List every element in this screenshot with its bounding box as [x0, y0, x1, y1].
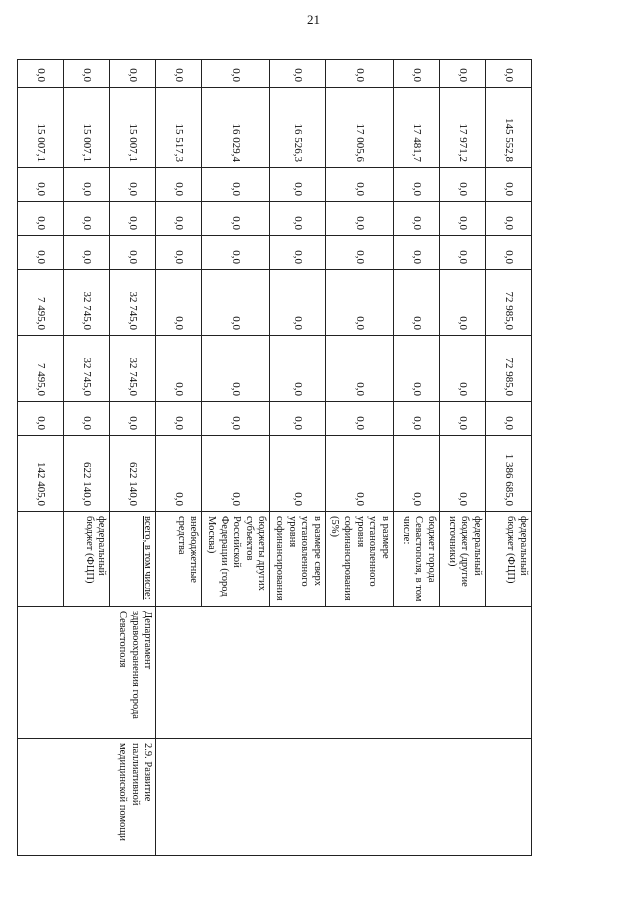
value-cell: 32 745,0: [110, 336, 156, 402]
value-cell: 0,0: [270, 436, 325, 512]
value-cell: 0,0: [156, 60, 202, 88]
value-cell: 0,0: [270, 402, 325, 436]
source-cell: бюджет города Севастополя, в том числе:: [393, 512, 439, 607]
value-cell: 0,0: [325, 236, 393, 270]
value-cell: 32 745,0: [64, 336, 110, 402]
value-cell: 0,0: [270, 236, 325, 270]
value-cell: 145 552,8: [485, 88, 531, 168]
executor-cell: Департамент здравоохранения города Севастополя: [18, 607, 156, 739]
value-cell: 0,0: [325, 270, 393, 336]
value-cell: 0,0: [439, 336, 485, 402]
value-cell: 0,0: [110, 402, 156, 436]
value-cell: 0,0: [156, 236, 202, 270]
value-cell: 0,0: [156, 402, 202, 436]
value-cell: 7 495,0: [18, 336, 64, 402]
value-cell: 622 140,0: [110, 436, 156, 512]
value-cell: 0,0: [485, 402, 531, 436]
value-cell: 0,0: [202, 236, 270, 270]
value-cell: 0,0: [270, 270, 325, 336]
source-cell: в размере установленного уровня софинансирования (5%): [325, 512, 393, 607]
table-row: [110, 60, 156, 856]
measure-name-cell-empty: [156, 739, 532, 856]
value-cell: 0,0: [110, 60, 156, 88]
source-cell: в размере сверх установленного уровня софинансирования: [270, 512, 325, 607]
value-cell: 0,0: [270, 168, 325, 202]
source-cell: федеральный бюджет (другие источники): [439, 512, 485, 607]
value-cell: 0,0: [202, 402, 270, 436]
page-number: 21: [307, 12, 320, 27]
value-cell: 0,0: [325, 202, 393, 236]
value-cell: 0,0: [270, 336, 325, 402]
value-cell: 0,0: [393, 402, 439, 436]
value-cell: 0,0: [156, 436, 202, 512]
value-cell: 0,0: [270, 60, 325, 88]
value-cell: 17 481,7: [393, 88, 439, 168]
value-cell: 0,0: [202, 336, 270, 402]
value-cell: 15 007,1: [18, 88, 64, 168]
value-cell: 72 985,0: [485, 336, 531, 402]
value-cell: 15 517,3: [156, 88, 202, 168]
source-cell: бюджеты других субъектов Российской Федерации (город Москва): [202, 512, 270, 607]
value-cell: 0,0: [110, 202, 156, 236]
source-cell: [18, 512, 64, 607]
value-cell: 0,0: [439, 270, 485, 336]
source-cell: федеральный бюджет (ФЦП): [485, 512, 531, 607]
measure-name-cell: 2.9. Развитие паллиативной медицинской помощи: [18, 739, 156, 856]
value-cell: 0,0: [439, 60, 485, 88]
value-cell: 0,0: [325, 402, 393, 436]
value-cell: 0,0: [325, 336, 393, 402]
value-cell: 15 007,1: [64, 88, 110, 168]
value-cell: 0,0: [156, 270, 202, 336]
value-cell: 0,0: [270, 202, 325, 236]
value-cell: 0,0: [439, 402, 485, 436]
source-cell: всего, в том числе:: [110, 512, 156, 607]
value-cell: 0,0: [202, 202, 270, 236]
value-cell: 0,0: [202, 60, 270, 88]
value-cell: 0,0: [18, 236, 64, 270]
budget-table-rotated: [35, 59, 532, 855]
value-cell: 0,0: [64, 402, 110, 436]
value-cell: 16 029,4: [202, 88, 270, 168]
value-cell: 0,0: [202, 270, 270, 336]
value-cell: 0,0: [485, 60, 531, 88]
value-cell: 0,0: [325, 60, 393, 88]
value-cell: 0,0: [202, 436, 270, 512]
value-cell: 0,0: [18, 168, 64, 202]
value-cell: 142 405,0: [18, 436, 64, 512]
value-cell: 0,0: [18, 202, 64, 236]
value-cell: 0,0: [393, 202, 439, 236]
value-cell: 0,0: [393, 436, 439, 512]
value-cell: 0,0: [64, 202, 110, 236]
table-row: [485, 60, 531, 856]
value-cell: 0,0: [156, 168, 202, 202]
value-cell: 7 495,0: [18, 270, 64, 336]
value-cell: 0,0: [110, 168, 156, 202]
value-cell: 0,0: [393, 270, 439, 336]
value-cell: 0,0: [393, 336, 439, 402]
value-cell: 0,0: [393, 168, 439, 202]
value-cell: 0,0: [439, 436, 485, 512]
value-cell: 17 971,2: [439, 88, 485, 168]
value-cell: 0,0: [439, 236, 485, 270]
value-cell: 0,0: [439, 202, 485, 236]
value-cell: 17 005,6: [325, 88, 393, 168]
value-cell: 0,0: [156, 336, 202, 402]
budget-table: [17, 59, 532, 856]
value-cell: 0,0: [64, 168, 110, 202]
value-cell: 0,0: [64, 60, 110, 88]
value-cell: 0,0: [393, 236, 439, 270]
value-cell: 0,0: [485, 202, 531, 236]
executor-cell-empty: [156, 607, 532, 739]
value-cell: 1 386 685,0: [485, 436, 531, 512]
value-cell: 0,0: [18, 60, 64, 88]
value-cell: 72 985,0: [485, 270, 531, 336]
value-cell: 0,0: [485, 168, 531, 202]
value-cell: 16 526,3: [270, 88, 325, 168]
value-cell: 32 745,0: [64, 270, 110, 336]
value-cell: 0,0: [439, 168, 485, 202]
value-cell: 0,0: [325, 436, 393, 512]
value-cell: 0,0: [202, 168, 270, 202]
value-cell: 0,0: [64, 236, 110, 270]
value-cell: 32 745,0: [110, 270, 156, 336]
source-cell: внебюджетные средства: [156, 512, 202, 607]
value-cell: 0,0: [485, 236, 531, 270]
value-cell: 0,0: [325, 168, 393, 202]
value-cell: 15 007,1: [110, 88, 156, 168]
value-cell: 0,0: [156, 202, 202, 236]
value-cell: 0,0: [18, 402, 64, 436]
source-cell: федеральный бюджет (ФЦП): [64, 512, 110, 607]
value-cell: 0,0: [393, 60, 439, 88]
value-cell: 622 140,0: [64, 436, 110, 512]
value-cell: 0,0: [110, 236, 156, 270]
